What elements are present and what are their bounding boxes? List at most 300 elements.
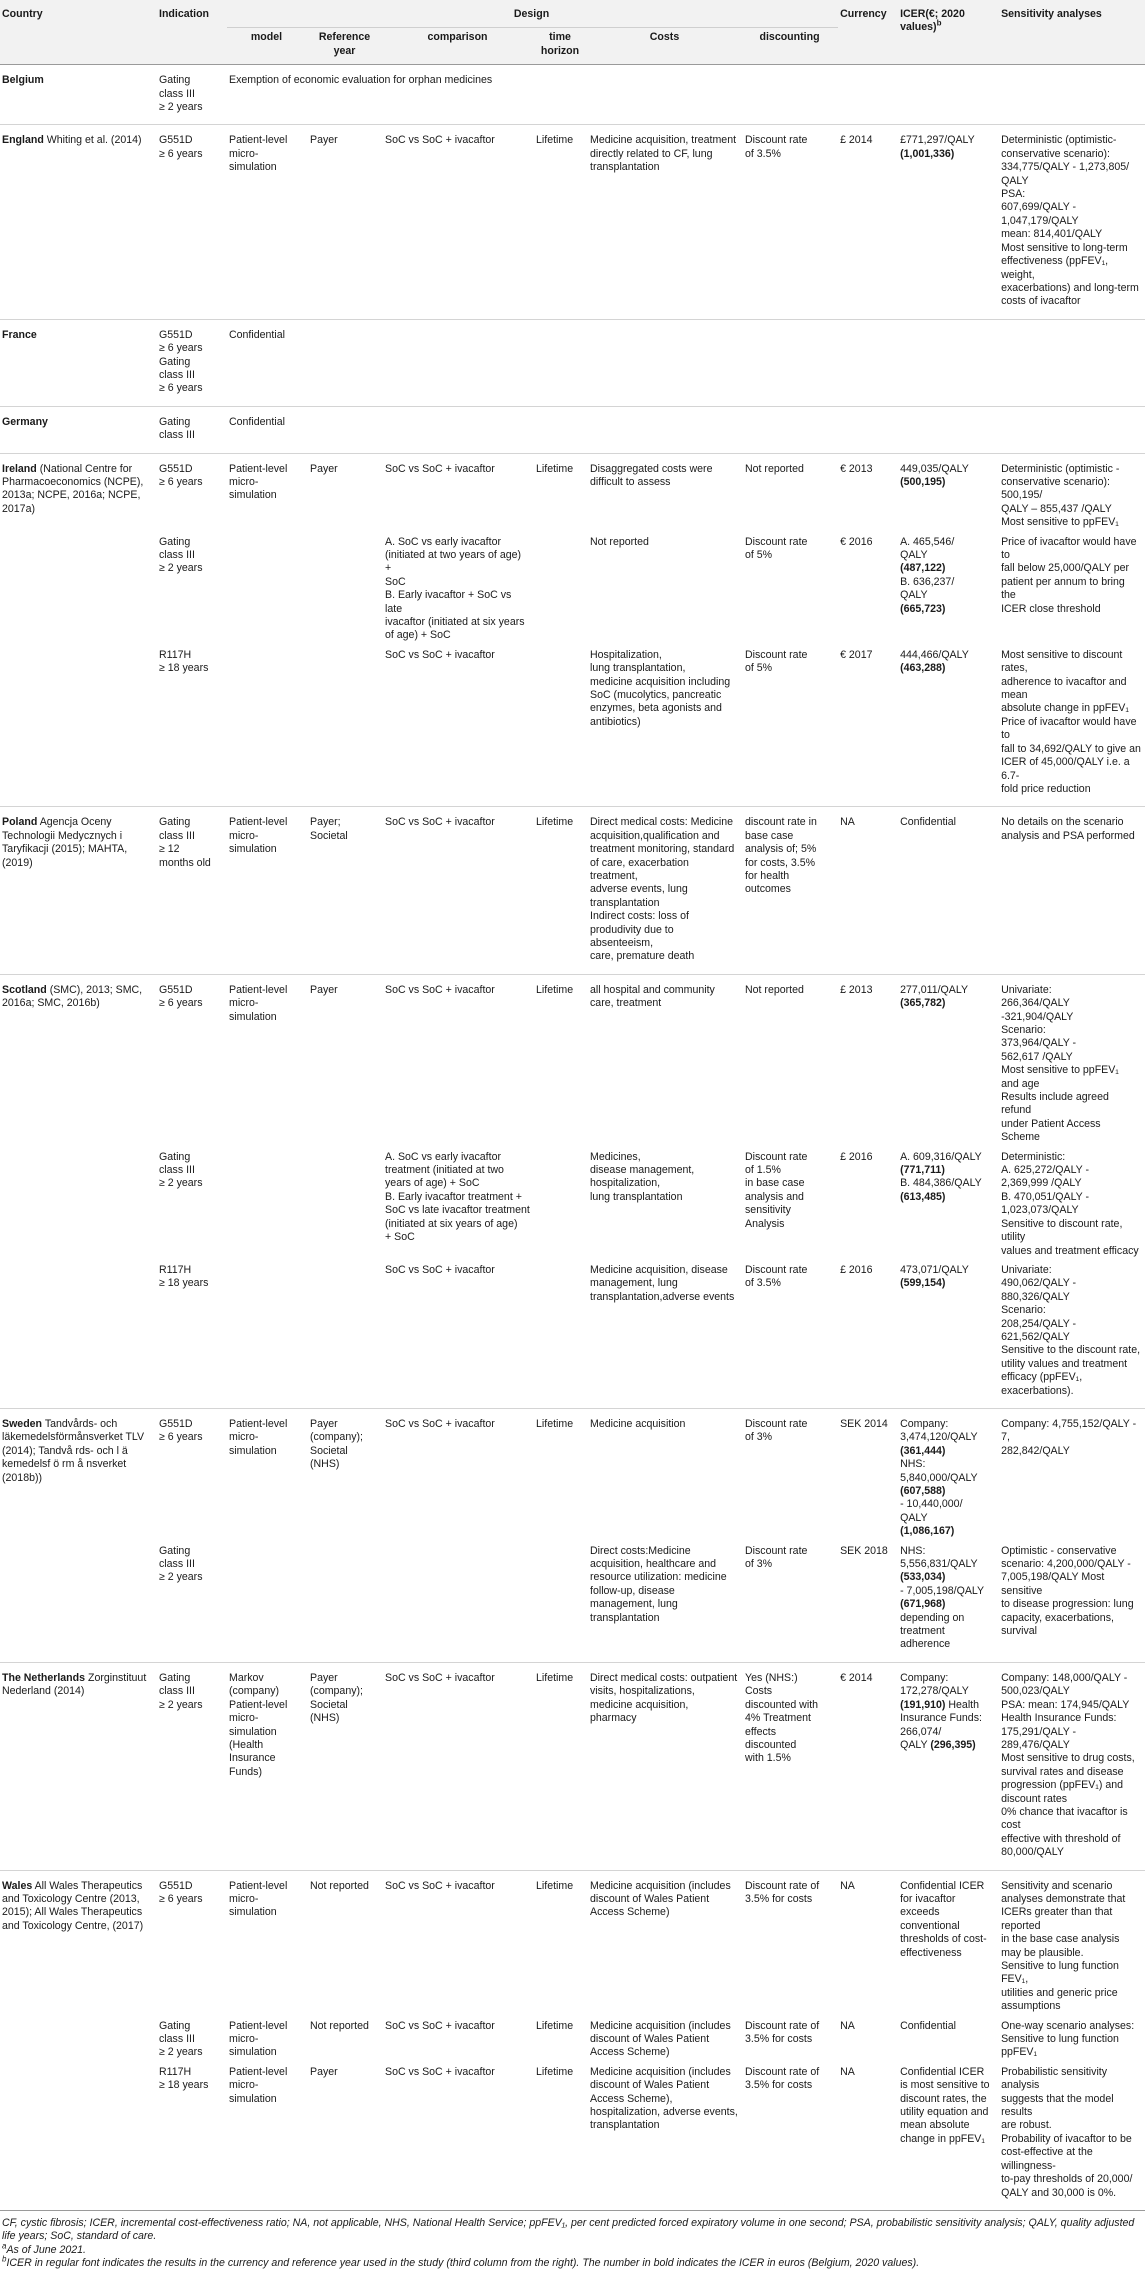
cell-line: Medicine acquisition (includes bbox=[590, 1879, 731, 1892]
cell-line: Direct medical costs: outpatient bbox=[590, 1671, 738, 1684]
icer-value: £771,297/QALY bbox=[900, 134, 975, 147]
cell-line: 1,047,179/QALY bbox=[1001, 214, 1079, 227]
header-country: Country bbox=[0, 0, 157, 28]
cell-line: directly related to CF, lung bbox=[590, 147, 713, 160]
header-discounting: discounting bbox=[743, 28, 838, 65]
comparison-cell: SoC vs SoC + ivacaftor bbox=[385, 2019, 495, 2032]
cell-line: Hospitalization, bbox=[590, 648, 662, 661]
cell-line: for health bbox=[745, 869, 790, 882]
cell-line: simulation bbox=[229, 161, 277, 174]
cell-line: fall to 34,692/QALY to give an bbox=[1001, 742, 1141, 755]
time-horizon-cell bbox=[534, 646, 588, 807]
cell-line: transplantation bbox=[590, 1611, 660, 1624]
cell-line: efficacy (ppFEV₁, bbox=[1001, 1371, 1083, 1384]
cell-line: and age bbox=[1001, 1077, 1040, 1090]
cell-line: base case bbox=[745, 829, 794, 842]
cell-line: are robust. bbox=[1001, 2119, 1052, 2132]
cell-line: micro- bbox=[229, 1892, 259, 1905]
cell-line: Funds) bbox=[229, 1765, 262, 1778]
model-cell bbox=[227, 646, 308, 807]
sensitivity-cell bbox=[999, 1261, 1145, 1409]
cell-line: Gating bbox=[159, 2019, 191, 2032]
cell-line: QALY – 855,437 /QALY bbox=[1001, 502, 1112, 515]
cell-line: to-pay thresholds of 20,000/ bbox=[1001, 2173, 1133, 2186]
reference-year-cell: Not reported bbox=[310, 2019, 369, 2032]
indication-cell bbox=[157, 974, 227, 1147]
cell-line: 490,062/QALY - bbox=[1001, 1277, 1077, 1290]
cell-line: simulation bbox=[229, 1906, 277, 1919]
header-icer-text: ICER(€; 2020 values) bbox=[900, 8, 965, 34]
cell-line: class III bbox=[159, 549, 195, 561]
cell-line: ≥ 6 years bbox=[159, 1431, 203, 1444]
cell-line: analyses demonstrate that bbox=[1001, 1892, 1126, 1905]
sensitivity-cell bbox=[999, 533, 1145, 646]
comparison-cell: SoC vs SoC + ivacaftor bbox=[385, 1879, 495, 1892]
footnote-b-text: ICER in regular font indicates the results in the currency and reference year used in the study (third column from the right). The number in bold indicates the ICER in euros (Belgium, 2020 values). bbox=[6, 2257, 920, 2270]
time-horizon-cell: Lifetime bbox=[536, 1671, 574, 1684]
cell-line: Access Scheme) bbox=[590, 1906, 670, 1919]
cell-line: micro- bbox=[229, 1431, 259, 1444]
icer-cell bbox=[898, 646, 999, 807]
cell-line: Discount rate bbox=[745, 648, 808, 661]
table-row bbox=[0, 453, 1145, 533]
icer-cell bbox=[898, 1870, 999, 2017]
cell-line: produdivity due to absenteeism, bbox=[590, 923, 674, 949]
icer-cell bbox=[898, 125, 999, 319]
indication-cell bbox=[157, 453, 227, 533]
cell-line: Gating bbox=[159, 74, 191, 87]
icer-value: QALY bbox=[900, 549, 928, 561]
cell-line: care, premature death bbox=[590, 950, 695, 963]
cell-line: Gating bbox=[159, 535, 191, 548]
icer-eur-value: (533,034) bbox=[900, 1571, 946, 1584]
cell-line: + SoC bbox=[385, 1231, 415, 1244]
cell-line: under Patient Access Scheme bbox=[1001, 1117, 1101, 1144]
cell-line: (Health bbox=[229, 1738, 264, 1751]
country-group-england bbox=[0, 125, 1145, 319]
cell-line: lung transplantation bbox=[590, 1190, 683, 1203]
cell-line: Payer bbox=[310, 1671, 338, 1684]
icer-eur-value: (599,154) bbox=[900, 1277, 946, 1290]
header-blank bbox=[157, 28, 227, 65]
discounting-cell: Not reported bbox=[745, 462, 804, 475]
model-cell bbox=[227, 1662, 308, 1870]
costs-cell bbox=[588, 807, 743, 974]
cell-line: Most sensitive to ppFEV₁ bbox=[1001, 516, 1119, 529]
comparison-cell bbox=[383, 533, 534, 646]
cell-line: Sensitive to lung function FEV₁, bbox=[1001, 1960, 1119, 1986]
cell-line: exceeds bbox=[900, 1906, 940, 1919]
discounting-cell bbox=[743, 2063, 838, 2211]
icer-eur-value: (365,782) bbox=[900, 997, 946, 1010]
costs-cell bbox=[588, 1870, 743, 2017]
time-horizon-cell bbox=[534, 533, 588, 646]
sensitivity-cell bbox=[999, 2017, 1145, 2063]
cell-line: class III bbox=[159, 1558, 195, 1571]
table-row bbox=[0, 1261, 1145, 1409]
indication-cell bbox=[157, 1408, 227, 1541]
country-source: All Wales Therapeutics and Toxicology Centre (2013, 2015); All Wales Therapeutics and Toxicology Centre, (2017) bbox=[2, 1879, 144, 1932]
cell-line: transplantation bbox=[590, 2119, 660, 2132]
cell-line: 175,291/QALY - 289,476/QALY bbox=[1001, 1725, 1077, 1751]
icer-value: 5,840,000/QALY bbox=[900, 1471, 978, 1484]
cell-line: 80,000/QALY bbox=[1001, 1846, 1064, 1859]
table-row bbox=[0, 319, 1145, 406]
country-group-france bbox=[0, 319, 1145, 406]
model-cell bbox=[227, 1261, 308, 1409]
cell-line: of 3% bbox=[745, 1431, 773, 1444]
icer-eur-value: (296,395) bbox=[930, 1738, 976, 1751]
footnote-a-mark: a bbox=[2, 2241, 7, 2251]
cell-line: Optimistic - conservative bbox=[1001, 1544, 1117, 1557]
cell-line: Patient-level bbox=[229, 2019, 288, 2032]
country-group-ireland bbox=[0, 453, 1145, 807]
cell-line: discount of Wales Patient bbox=[590, 2033, 710, 2046]
cell-line: (company); bbox=[310, 1685, 363, 1698]
cell-line: (company) bbox=[229, 1685, 280, 1698]
cell-line: Patient-level bbox=[229, 983, 288, 996]
model-cell bbox=[227, 1870, 308, 2017]
cell-line: Probability of ivacaftor to be bbox=[1001, 2132, 1132, 2145]
country-source: Tandvårds- och läkemedelsförmånsverket TLV (2014); Tandvå rds- och l ä kemedelsf ö rm å nsverket (2018b)) bbox=[2, 1417, 145, 1484]
model-cell bbox=[227, 807, 308, 974]
icer-cell bbox=[898, 2063, 999, 2211]
currency-cell: SEK 2018 bbox=[840, 1544, 888, 1557]
design-cell: Exemption of economic evaluation for orphan medicines bbox=[229, 74, 493, 87]
cell-line: ICERs greater than that reported bbox=[1001, 1906, 1113, 1932]
cell-line: Medicines, bbox=[590, 1150, 641, 1163]
cell-line: hospitalization, bbox=[590, 1177, 661, 1190]
cell-line: micro- bbox=[229, 1712, 259, 1725]
cell-line: is most sensitive to bbox=[900, 2079, 990, 2092]
currency-cell: £ 2013 bbox=[840, 983, 873, 996]
cell-line: conventional bbox=[900, 1919, 960, 1932]
reference-year-cell bbox=[308, 1542, 383, 1663]
time-horizon-cell: Lifetime bbox=[536, 2065, 574, 2078]
sensitivity-cell bbox=[999, 974, 1145, 1147]
cell-line: costs of ivacaftor bbox=[1001, 295, 1081, 308]
cell-line: discount rates, the bbox=[900, 2092, 987, 2105]
cell-line: cost-effective at the willingness- bbox=[1001, 2146, 1093, 2172]
cell-line: survival rates and disease bbox=[1001, 1765, 1124, 1778]
costs-cell bbox=[588, 125, 743, 319]
currency-cell: € 2014 bbox=[840, 1671, 873, 1684]
indication-cell bbox=[157, 1542, 227, 1663]
costs-cell: Not reported bbox=[590, 535, 649, 548]
model-cell bbox=[227, 2063, 308, 2211]
icer-value: B. 636,237/ bbox=[900, 575, 955, 588]
icer-eur-value: (671,968) bbox=[900, 1598, 946, 1611]
icer-line bbox=[900, 1699, 995, 1712]
time-horizon-cell: Lifetime bbox=[536, 1417, 574, 1430]
cell-line: micro- bbox=[229, 147, 259, 160]
cell-line: adverse events, lung bbox=[590, 883, 688, 896]
cell-line: medicine acquisition, bbox=[590, 1698, 689, 1711]
cell-line: simulation bbox=[229, 489, 277, 502]
country-source: Whiting et al. (2014) bbox=[46, 134, 142, 147]
cell-line: assumptions bbox=[1001, 2000, 1061, 2013]
cell-line: utility values and treatment bbox=[1001, 1357, 1128, 1370]
country-group-wales bbox=[0, 1870, 1145, 2210]
cell-line: fold price reduction bbox=[1001, 782, 1091, 795]
icer-eur-value: (607,588) bbox=[900, 1485, 946, 1497]
icer-value: QALY bbox=[900, 1511, 928, 1524]
cell-line: 266,364/QALY -321,904/QALY bbox=[1001, 997, 1074, 1023]
cell-line: Health Insurance Funds: bbox=[1001, 1712, 1117, 1725]
cell-line: class III bbox=[159, 829, 195, 842]
icer-cell bbox=[898, 1408, 999, 1541]
cell-line: analysis and bbox=[745, 1190, 804, 1203]
cell-line: R117H bbox=[159, 2065, 192, 2078]
cell-line: ICER close threshold bbox=[1001, 602, 1101, 615]
discounting-cell bbox=[743, 646, 838, 807]
cell-line: Access Scheme), bbox=[590, 2092, 673, 2105]
indication-cell bbox=[157, 807, 227, 974]
currency-cell: NA bbox=[840, 816, 855, 829]
comparison-cell: SoC vs SoC + ivacaftor bbox=[385, 1263, 495, 1276]
cell-line: Discount rate bbox=[745, 1263, 808, 1276]
costs-cell bbox=[588, 2063, 743, 2211]
cell-line: for costs, 3.5% bbox=[745, 856, 816, 869]
icer-cell bbox=[898, 1148, 999, 1261]
country-name: Wales bbox=[2, 1879, 33, 1892]
cell-line: Gating bbox=[159, 355, 191, 368]
cell-line: Indirect costs: loss of bbox=[590, 910, 689, 923]
discounting-cell bbox=[743, 1870, 838, 2017]
icer-value: adherence bbox=[900, 1638, 951, 1651]
indication-cell bbox=[157, 1261, 227, 1409]
model-cell bbox=[227, 453, 308, 533]
country-source: Zorginstituut Nederland (2014) bbox=[2, 1671, 147, 1698]
icer-line bbox=[900, 1739, 995, 1752]
cell-line: of 3.5% bbox=[745, 147, 781, 160]
cell-line: Sensitive to the discount rate, bbox=[1001, 1344, 1141, 1357]
cell-line: Results include agreed refund bbox=[1001, 1091, 1109, 1117]
cell-line: class III bbox=[159, 2033, 195, 2046]
header-icer-sup: b bbox=[936, 18, 942, 28]
cell-line: Deterministic (optimistic - bbox=[1001, 462, 1120, 475]
country-group-netherlands bbox=[0, 1662, 1145, 1870]
cell-line: micro- bbox=[229, 829, 259, 842]
cell-line: ≥ 6 years bbox=[159, 997, 203, 1010]
comparison-cell: SoC vs SoC + ivacaftor bbox=[385, 1671, 495, 1684]
country-source: Agencja Oceny Technologii Medycznych i Taryfikacji (2015); MAHTA, (2019) bbox=[2, 816, 128, 869]
cell-line: effectiveness bbox=[900, 1946, 962, 1959]
currency-cell: € 2016 bbox=[840, 535, 873, 548]
cell-line: ≥ 18 years bbox=[159, 2079, 209, 2092]
cell-line: management, lung bbox=[590, 1598, 678, 1611]
country-cell bbox=[0, 1408, 157, 1662]
cell-line: effects bbox=[745, 1725, 777, 1738]
costs-cell bbox=[588, 646, 743, 807]
country-name: Scotland bbox=[2, 983, 47, 996]
cell-line: may be plausible. bbox=[1001, 1946, 1084, 1959]
cell-line: QALY bbox=[1001, 174, 1029, 187]
discounting-cell bbox=[743, 1542, 838, 1663]
country-source: (National Centre for Pharmacoeconomics (NCPE), 2013a; NCPE, 2016a; NCPE, 2017a) bbox=[2, 462, 144, 515]
cell-line: simulation bbox=[229, 2092, 277, 2105]
sensitivity-cell bbox=[999, 1870, 1145, 2017]
discounting-cell bbox=[743, 533, 838, 646]
cell-line: ≥ 6 years bbox=[159, 1892, 203, 1905]
icer-value: QALY bbox=[900, 589, 928, 602]
cell-line: Patient-level bbox=[229, 1879, 288, 1892]
cell-line: micro- bbox=[229, 2079, 259, 2092]
indication-cell bbox=[157, 1148, 227, 1261]
cell-line: 2,369,999 /QALY bbox=[1001, 1177, 1082, 1190]
cell-line: Univariate: bbox=[1001, 1263, 1052, 1276]
cell-line: Access Scheme) bbox=[590, 2046, 670, 2059]
table-row bbox=[0, 807, 1145, 974]
reference-year-cell: Not reported bbox=[310, 1879, 369, 1892]
discounting-cell bbox=[743, 1261, 838, 1409]
icer-eur-value: (665,723) bbox=[900, 602, 946, 615]
icer-eur-value: (1,001,336) bbox=[900, 147, 955, 160]
icer-cell bbox=[898, 1542, 999, 1663]
cell-line: micro- bbox=[229, 2033, 259, 2046]
cell-line: transplantation bbox=[590, 161, 660, 174]
header-time-horizon: time horizon bbox=[534, 28, 588, 65]
sensitivity-cell bbox=[999, 125, 1145, 319]
model-cell bbox=[227, 533, 308, 646]
country-cell bbox=[0, 1662, 157, 1870]
icer-cell bbox=[898, 1261, 999, 1409]
cell-line: Price of ivacaftor would have to bbox=[1001, 535, 1137, 561]
cell-line: effective with threshold of bbox=[1001, 1832, 1121, 1845]
cell-line: Markov bbox=[229, 1671, 264, 1684]
icer-cell bbox=[898, 533, 999, 646]
cell-line: discounted with bbox=[745, 1698, 819, 1711]
cell-line: class III bbox=[159, 87, 195, 100]
cell-line: ≥ 18 years bbox=[159, 1277, 209, 1290]
reference-year-cell bbox=[308, 1662, 383, 1870]
icer-value: 473,071/QALY bbox=[900, 1263, 969, 1276]
country-cell bbox=[0, 453, 157, 807]
cell-line: Company: 4,755,152/QALY - 7, bbox=[1001, 1417, 1137, 1444]
country-name: Sweden bbox=[2, 1417, 43, 1430]
cell-line: 607,699/QALY - bbox=[1001, 201, 1077, 214]
cell-line: difficult to assess bbox=[590, 475, 671, 488]
country-name: France bbox=[2, 328, 37, 341]
icer-value: Insurance Funds: bbox=[900, 1712, 982, 1725]
cell-line: patient per annum to bring the bbox=[1001, 575, 1125, 602]
cell-line: R117H bbox=[159, 1263, 192, 1276]
icer-cell bbox=[898, 453, 999, 533]
table-row bbox=[0, 2063, 1145, 2211]
currency-cell: SEK 2014 bbox=[840, 1417, 888, 1430]
sensitivity-cell bbox=[999, 807, 1145, 974]
cell-line: ≥ 2 years bbox=[159, 2046, 203, 2059]
comparison-cell: SoC vs SoC + ivacaftor bbox=[385, 648, 495, 661]
country-cell bbox=[0, 974, 157, 1408]
icer-value: Company: bbox=[900, 1671, 949, 1684]
sensitivity-cell bbox=[999, 1542, 1145, 1663]
indication-cell bbox=[157, 2017, 227, 2063]
cell-line: treatment (initiated at two bbox=[385, 1164, 504, 1177]
cell-line: Gating bbox=[159, 816, 191, 829]
cell-line: Confidential ICER bbox=[900, 2065, 985, 2078]
country-cell bbox=[0, 319, 157, 406]
icer-eur-value: (771,711) bbox=[900, 1164, 945, 1177]
cell-line: acquisition,qualification and bbox=[590, 829, 720, 842]
cell-line: ≥ 2 years bbox=[159, 101, 203, 114]
cell-line: of care, exacerbation treatment, bbox=[590, 856, 689, 882]
cell-line: utility equation and bbox=[900, 2106, 989, 2119]
cell-line: micro- bbox=[229, 997, 259, 1010]
time-horizon-cell bbox=[534, 1261, 588, 1409]
country-cell bbox=[0, 125, 157, 319]
cell-line: QALY and 30,000 is 0%. bbox=[1001, 2186, 1117, 2199]
cell-line: analysis of; 5% bbox=[745, 843, 817, 856]
cell-line: 334,775/QALY - 1,273,805/ bbox=[1001, 161, 1130, 174]
icer-value: 172,278/QALY bbox=[900, 1685, 969, 1698]
currency-cell: € 2013 bbox=[840, 462, 873, 475]
cell-line: (NHS) bbox=[310, 1458, 340, 1471]
sensitivity-cell bbox=[999, 1662, 1145, 1870]
country-group-scotland bbox=[0, 974, 1145, 1408]
cell-line: discount rate in bbox=[745, 816, 817, 829]
cell-line: of age) + SoC bbox=[385, 629, 451, 642]
cell-line: change in ppFEV₁ bbox=[900, 2132, 985, 2145]
cell-line: Direct medical costs: Medicine bbox=[590, 816, 734, 829]
header-design: Design bbox=[227, 0, 838, 28]
cell-line: Discount rate bbox=[745, 1544, 808, 1557]
country-cell bbox=[0, 406, 157, 453]
model-cell bbox=[227, 1542, 308, 1663]
cell-line: with 1.5% bbox=[745, 1752, 791, 1765]
icer-value: Health bbox=[945, 1698, 980, 1711]
reference-year-cell: Payer bbox=[310, 462, 338, 475]
cell-line: Disaggregated costs were bbox=[590, 462, 713, 475]
cell-line: simulation bbox=[229, 1010, 277, 1023]
cell-line: thresholds of cost- bbox=[900, 1933, 987, 1946]
cell-line: Discount rate bbox=[745, 1417, 808, 1430]
indication-cell bbox=[157, 65, 227, 125]
cell-line: exacerbations) and long-term bbox=[1001, 281, 1139, 294]
sensitivity-cell bbox=[999, 453, 1145, 533]
time-horizon-cell: Lifetime bbox=[536, 816, 574, 829]
cell-line: R117H bbox=[159, 648, 192, 661]
header-sensitivity: Sensitivity analyses bbox=[999, 0, 1145, 28]
cell-line: for ivacaftor bbox=[900, 1892, 956, 1905]
footnote-a-text: As of June 2021. bbox=[6, 2243, 86, 2256]
cell-line: all hospital and community bbox=[590, 983, 715, 996]
table-row bbox=[0, 1870, 1145, 2017]
comparison-cell: SoC vs SoC + ivacaftor bbox=[385, 2065, 495, 2078]
country-group-germany bbox=[0, 406, 1145, 453]
cell-line: Patient-level bbox=[229, 816, 288, 829]
costs-cell: Medicine acquisition bbox=[590, 1417, 686, 1430]
table-row bbox=[0, 1408, 1145, 1541]
country-name: England bbox=[2, 134, 44, 147]
cell-line: scenario: 4,200,000/QALY - bbox=[1001, 1558, 1131, 1571]
footnote-abbreviations: CF, cystic fibrosis; ICER, incremental cost-effectiveness ratio; NA, not applicable, NHS, National Health Service; ppFEV₁, per cent predicted forced expiratory volume in one second; PSA, probabilistic sensitivity analysis; QALY, quality adjusted life years; SoC, standard of care. bbox=[2, 2216, 1135, 2243]
cell-line: of 3.5% bbox=[745, 1277, 781, 1290]
cell-line: class III bbox=[159, 1164, 195, 1177]
cell-line: Discount rate of bbox=[745, 1879, 820, 1892]
indication-cell bbox=[157, 1662, 227, 1870]
cell-line: Probabilistic sensitivity analysis bbox=[1001, 2065, 1108, 2092]
cell-line: ppFEV₁ bbox=[1001, 2046, 1038, 2059]
discounting-cell bbox=[743, 1148, 838, 1261]
costs-cell bbox=[588, 1261, 743, 1409]
icer-value: 3,474,120/QALY bbox=[900, 1431, 978, 1444]
cell-line: A. SoC vs early ivacaftor bbox=[385, 1150, 501, 1163]
reference-year-cell bbox=[308, 533, 383, 646]
cell-line: Patient-level bbox=[229, 1698, 288, 1711]
cell-line: Sensitive to lung function bbox=[1001, 2033, 1119, 2046]
cell-line: Insurance bbox=[229, 1752, 276, 1765]
